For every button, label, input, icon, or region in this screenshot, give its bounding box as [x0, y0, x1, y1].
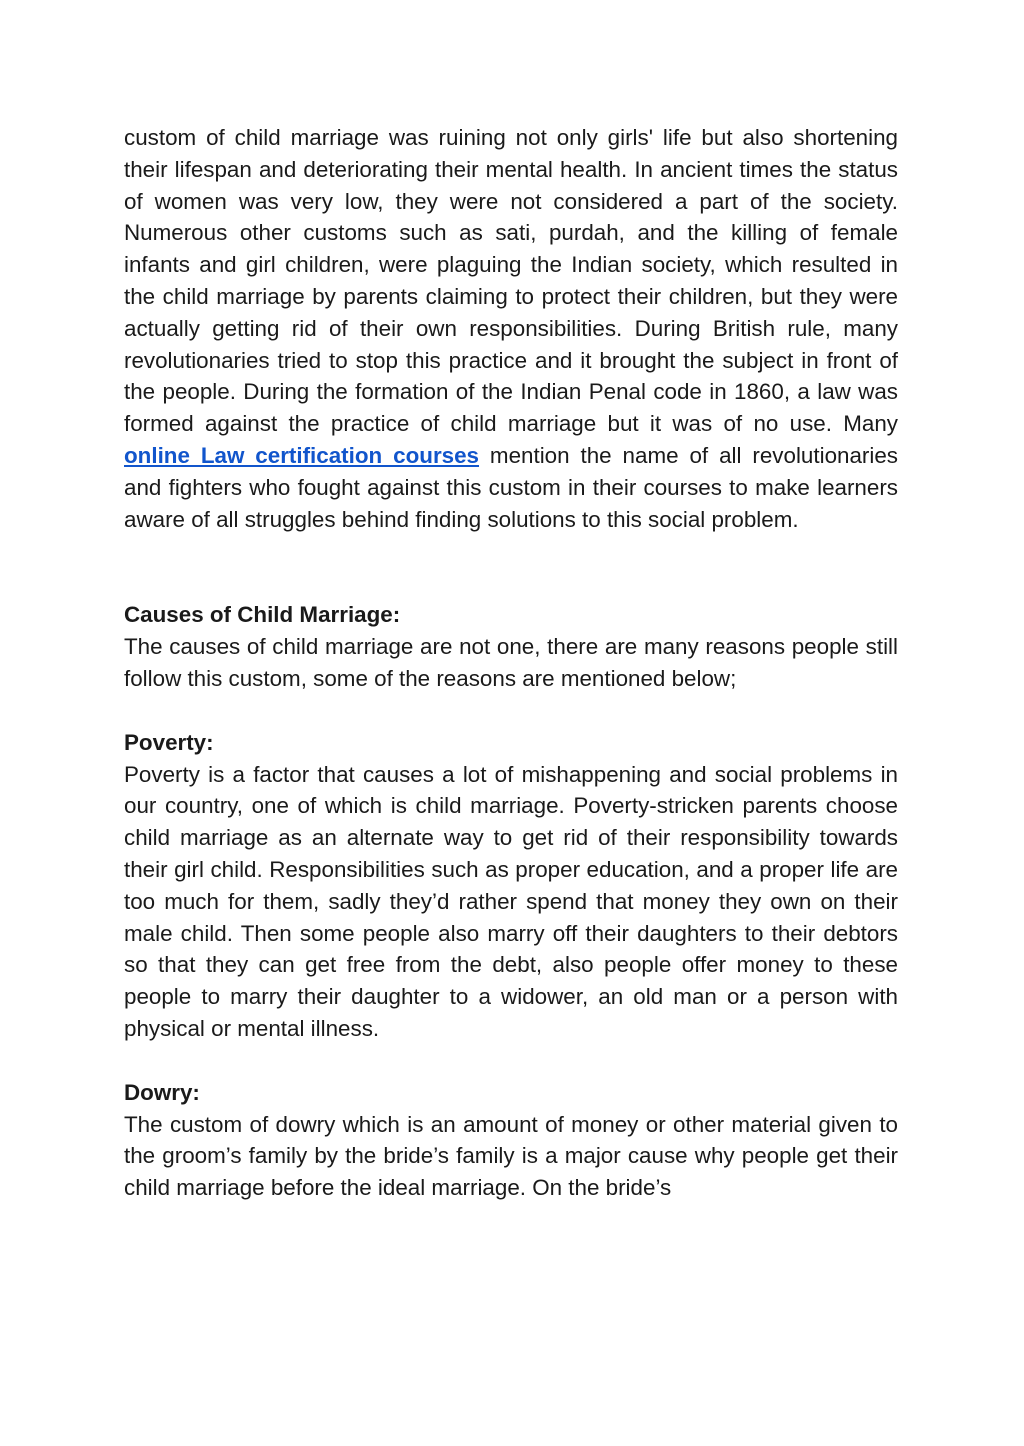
- intro-text-before-link: custom of child marriage was ruining not only girls' life but also shortening their lifespan and deteriorating their mental health. In ancient times the status of women was very low, they were not considered a part of the society. Numerous other customs such as sati, purdah, and the killing of female infants and girl children, were plaguing the Indian society, which resulted in the child marriage by parents claiming to protect their children, but they were actually getting rid of their own responsibilities. During British rule, many revolutionaries tried to stop this practice and it brought the subject in front of the people. During the formation of the Indian Penal code in 1860, a law was formed against the practice of child marriage but it was of no use. Many: [124, 125, 898, 437]
- section-spacer: [124, 535, 898, 599]
- intro-paragraph: [124, 122, 898, 535]
- intro-text-after-link: mention the name of all revolutionaries and fighters who fought against this custom in their courses to make learners aware of all struggles behind finding solutions to this social problem.: [124, 442, 899, 532]
- causes-heading: Causes of Child Marriage:: [124, 602, 401, 628]
- dowry-paragraph: The custom of dowry which is an amount of money or other material given to the groom’s family by the bride’s family is a major cause why people get their child marriage before the ideal marriage. On the bride’s: [124, 1111, 898, 1201]
- section-spacer: [124, 1045, 898, 1077]
- dowry-heading: Dowry:: [124, 1079, 200, 1105]
- online-law-courses-link[interactable]: online Law certification courses: [124, 442, 480, 468]
- section-spacer: [124, 695, 898, 727]
- poverty-paragraph: Poverty is a factor that causes a lot of mishappening and social problems in our country, one of which is child marriage. Poverty-stricken parents choose child marriage as an alternate way to get rid of their responsibility towards their girl child. Responsibilities such as proper education, and a proper life are too much for them, sadly they’d rather spend that money they own on their male child. Then some people also marry off their daughters to their debtors so that they can get free from the debt, also people offer money to these people to marry their daughter to a widower, an old man or a person with physical or mental illness.: [124, 761, 898, 1041]
- poverty-heading: Poverty:: [124, 729, 214, 755]
- causes-paragraph: The causes of child marriage are not one, there are many reasons people still follow this custom, some of the reasons are mentioned below;: [124, 634, 898, 691]
